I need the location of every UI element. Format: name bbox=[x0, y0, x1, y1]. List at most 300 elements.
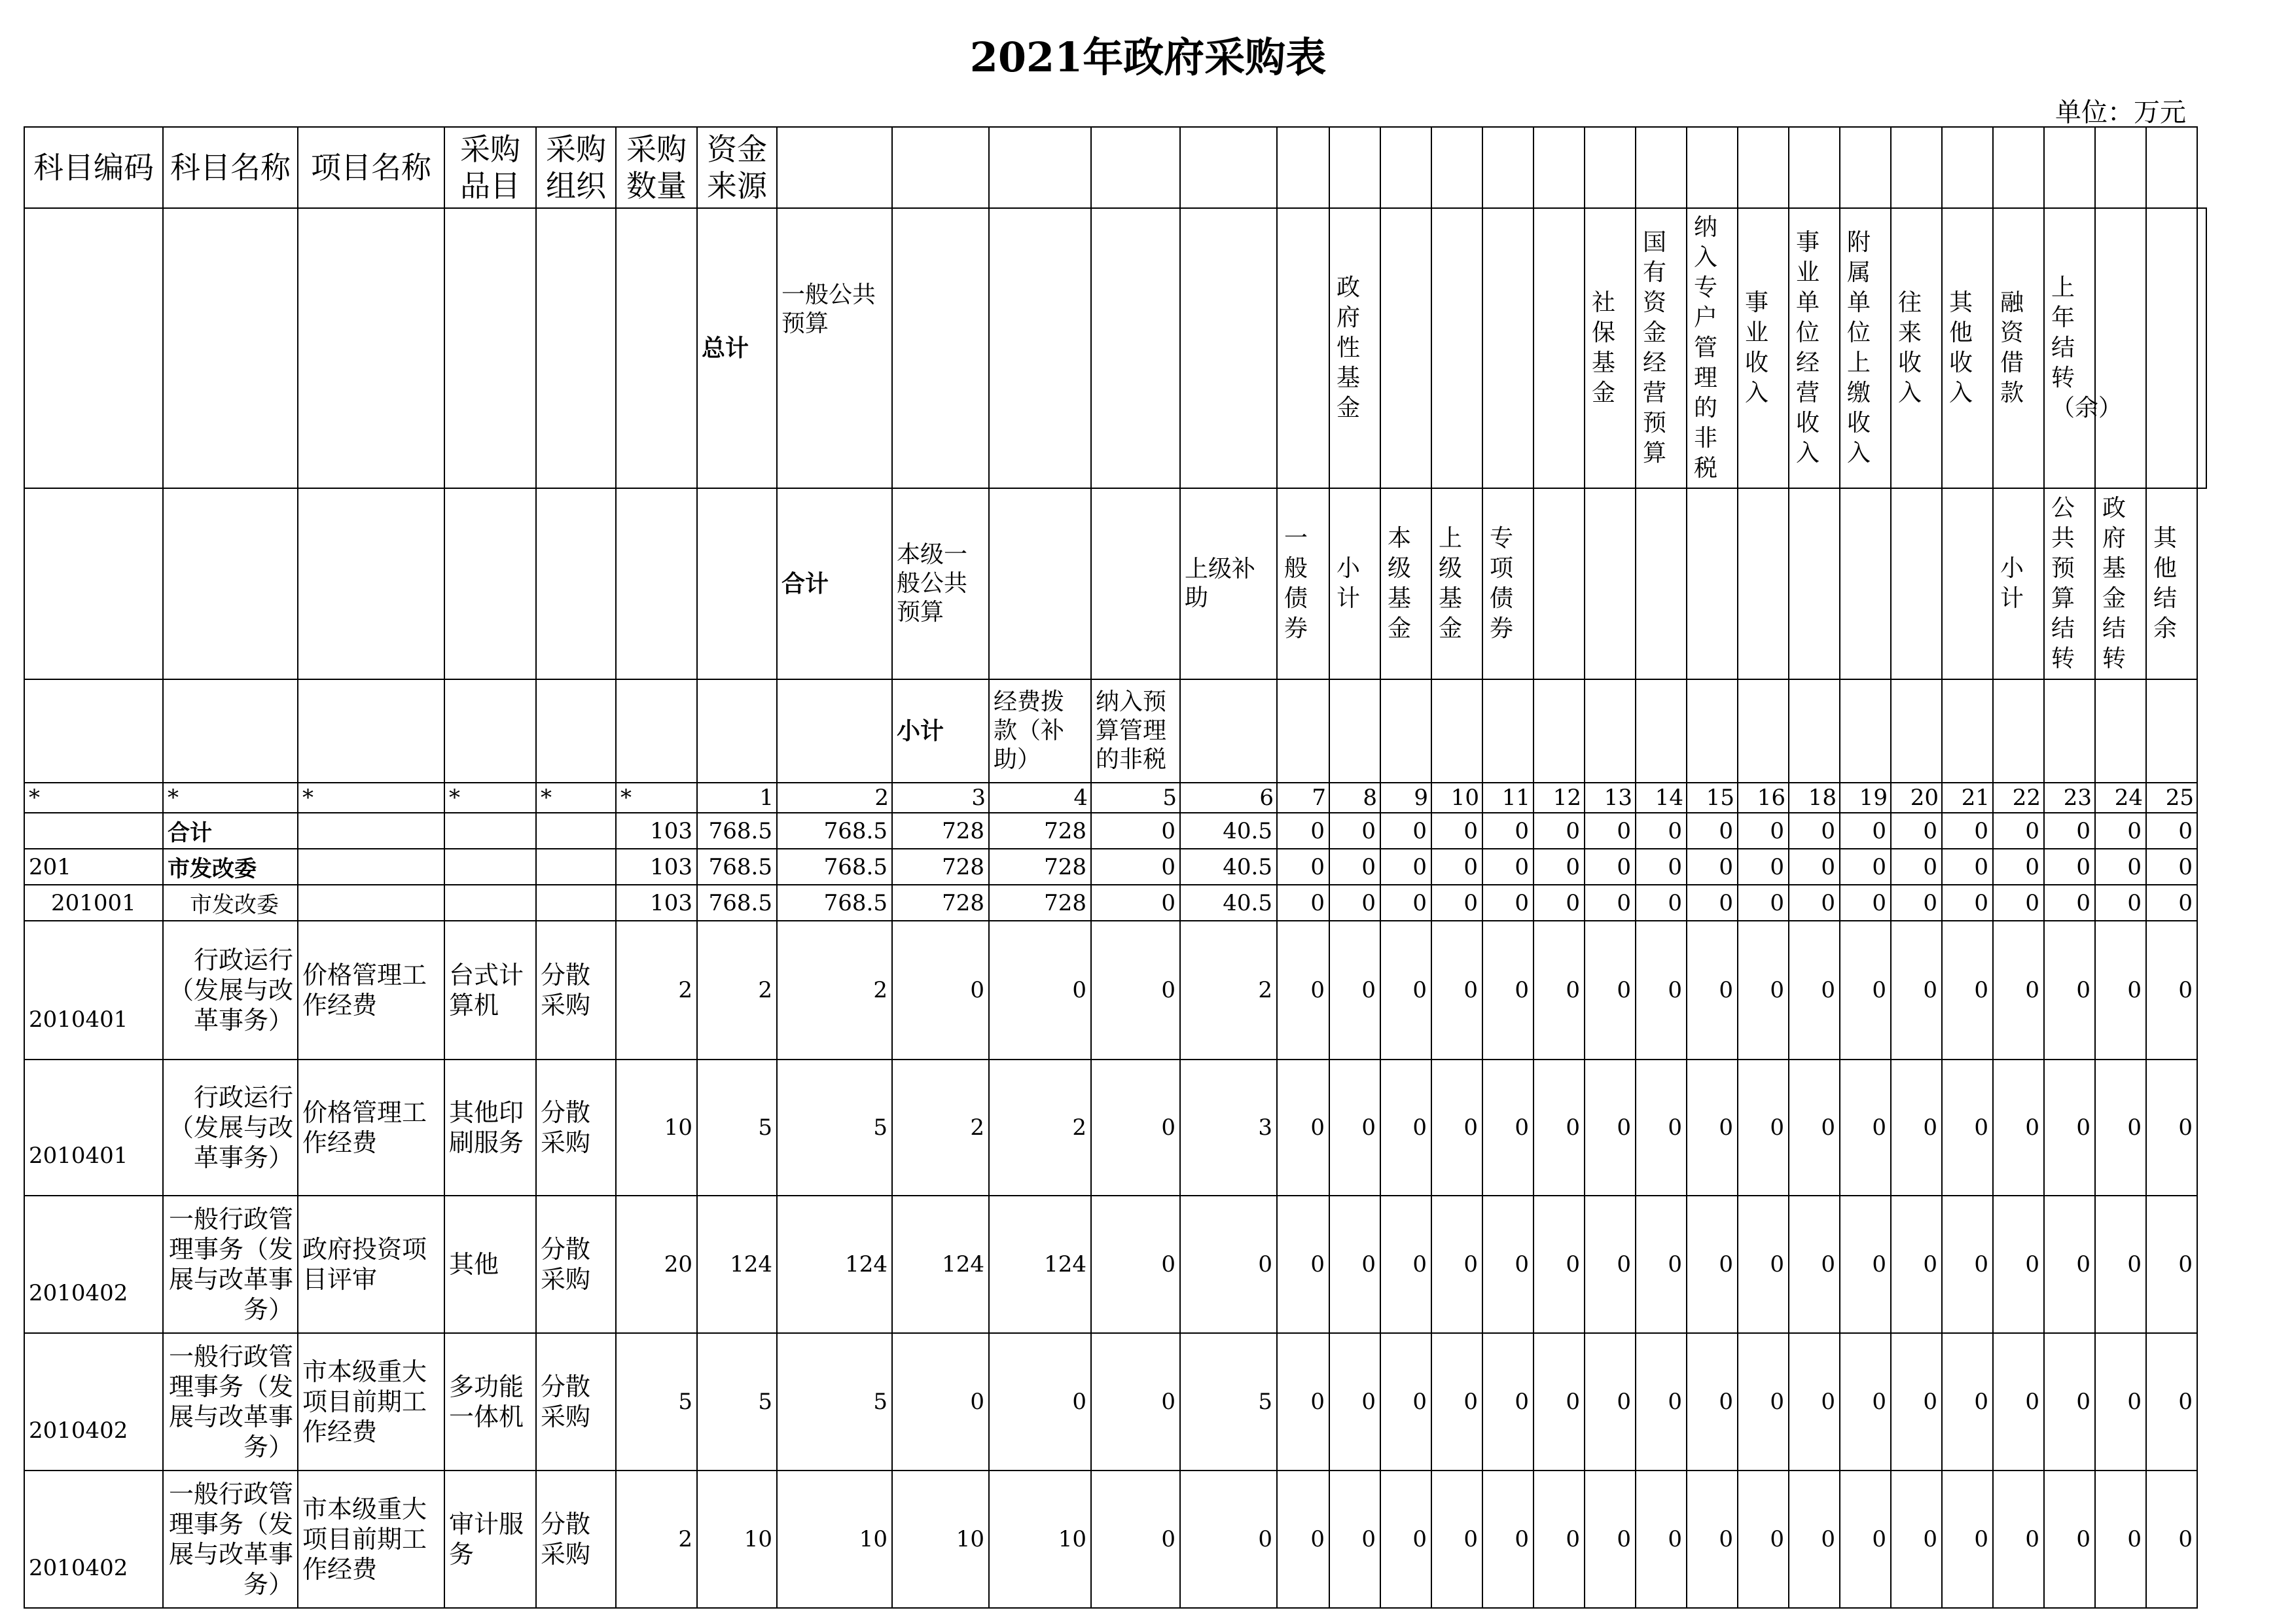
amount-cell: 0 bbox=[1789, 813, 1840, 849]
amount-cell: 0 bbox=[1687, 1196, 1738, 1333]
amount-cell: 10 bbox=[892, 1471, 989, 1608]
amount-cell: 0 bbox=[1942, 813, 1993, 849]
amount-cell: 2 bbox=[697, 921, 777, 1060]
amount-cell: 0 bbox=[1993, 1060, 2044, 1196]
header-total: 总计 bbox=[697, 208, 777, 488]
purchase-item-cell: 多功能一体机 bbox=[444, 1333, 536, 1471]
amount-cell: 0 bbox=[1789, 1333, 1840, 1471]
amount-cell: 0 bbox=[2146, 1333, 2197, 1471]
amount-cell: 0 bbox=[2095, 1471, 2146, 1608]
amount-cell: 0 bbox=[1891, 885, 1942, 921]
amount-cell: 0 bbox=[1789, 1471, 1840, 1608]
amount-cell: 728 bbox=[892, 885, 989, 921]
subject-name-cell: 市发改委 bbox=[163, 885, 298, 921]
index-cell: * bbox=[298, 783, 444, 813]
index-cell: 4 bbox=[989, 783, 1091, 813]
amount-cell: 0 bbox=[1942, 1333, 1993, 1471]
amount-cell: 0 bbox=[1942, 921, 1993, 1060]
amount-cell: 10 bbox=[777, 1471, 892, 1608]
header-general-budget: 一般公共预算 bbox=[777, 208, 892, 488]
index-cell: 14 bbox=[1636, 783, 1687, 813]
index-cell: 11 bbox=[1482, 783, 1534, 813]
amount-cell: 0 bbox=[1482, 849, 1534, 885]
amount-cell: 0 bbox=[1687, 1333, 1738, 1471]
purchase-org-cell: 分散采购 bbox=[536, 921, 616, 1060]
index-cell: 22 bbox=[1993, 783, 2044, 813]
purchase-item-cell bbox=[444, 885, 536, 921]
amount-cell: 0 bbox=[1431, 813, 1482, 849]
amount-cell: 2 bbox=[892, 1060, 989, 1196]
amount-cell: 0 bbox=[1993, 849, 2044, 885]
amount-cell: 0 bbox=[2095, 849, 2146, 885]
amount-cell: 0 bbox=[1687, 921, 1738, 1060]
project-name-cell bbox=[298, 813, 444, 849]
table-row bbox=[24, 1333, 2206, 1471]
amount-cell: 0 bbox=[1891, 1471, 1942, 1608]
amount-cell: 0 bbox=[1329, 1471, 1380, 1608]
amount-cell: 0 bbox=[2044, 921, 2095, 1060]
amount-cell: 0 bbox=[1840, 921, 1891, 1060]
index-row bbox=[24, 783, 2206, 813]
amount-cell: 0 bbox=[2146, 849, 2197, 885]
amount-cell: 0 bbox=[2044, 885, 2095, 921]
project-name-cell bbox=[298, 849, 444, 885]
amount-cell: 768.5 bbox=[697, 813, 777, 849]
subject-code-cell: 2010402 bbox=[24, 1196, 163, 1333]
amount-cell: 0 bbox=[1329, 921, 1380, 1060]
amount-cell: 40.5 bbox=[1180, 813, 1277, 849]
amount-cell: 0 bbox=[1942, 1196, 1993, 1333]
purchase-item-cell: 台式计算机 bbox=[444, 921, 536, 1060]
amount-cell: 0 bbox=[1891, 921, 1942, 1060]
header-lg-subtotal: 小计 bbox=[892, 679, 989, 783]
amount-cell: 728 bbox=[989, 885, 1091, 921]
header-social-fund: 社保基金 bbox=[1585, 208, 1636, 488]
header-subject-name: 科目名称 bbox=[163, 127, 298, 208]
amount-cell: 0 bbox=[1431, 885, 1482, 921]
header-loan: 融资借款 bbox=[1993, 208, 2044, 488]
index-cell: 1 bbox=[697, 783, 777, 813]
amount-cell: 0 bbox=[1329, 813, 1380, 849]
table-row bbox=[24, 1471, 2206, 1608]
amount-cell: 768.5 bbox=[777, 885, 892, 921]
amount-cell: 0 bbox=[1534, 1333, 1585, 1471]
subject-code-cell: 201 bbox=[24, 849, 163, 885]
amount-cell: 3 bbox=[1180, 1060, 1277, 1196]
amount-cell: 0 bbox=[1431, 849, 1482, 885]
amount-cell: 728 bbox=[892, 813, 989, 849]
amount-cell: 728 bbox=[892, 849, 989, 885]
header-gov-fund: 政府性基金 bbox=[1329, 208, 1380, 488]
amount-cell: 0 bbox=[1585, 885, 1636, 921]
index-cell: * bbox=[163, 783, 298, 813]
index-cell: 10 bbox=[1431, 783, 1482, 813]
table-row bbox=[24, 813, 2206, 849]
amount-cell: 0 bbox=[1585, 849, 1636, 885]
amount-cell: 0 bbox=[1687, 885, 1738, 921]
header-funding: 经费拨款（补助） bbox=[989, 679, 1091, 783]
index-cell: 13 bbox=[1585, 783, 1636, 813]
amount-cell: 768.5 bbox=[777, 813, 892, 849]
index-cell: * bbox=[24, 783, 163, 813]
index-cell: 6 bbox=[1180, 783, 1277, 813]
amount-cell: 0 bbox=[2044, 1471, 2095, 1608]
index-cell: 25 bbox=[2146, 783, 2197, 813]
amount-cell: 0 bbox=[2044, 813, 2095, 849]
subject-code-cell bbox=[24, 813, 163, 849]
amount-cell: 0 bbox=[1738, 1196, 1789, 1333]
purchase-org-cell: 分散采购 bbox=[536, 1196, 616, 1333]
amount-cell: 0 bbox=[1431, 921, 1482, 1060]
index-cell: 16 bbox=[1738, 783, 1789, 813]
page-title: 2021年政府采购表 bbox=[969, 33, 1327, 81]
amount-cell: 0 bbox=[1993, 813, 2044, 849]
table-row bbox=[24, 921, 2206, 1060]
amount-cell: 0 bbox=[1091, 1196, 1180, 1333]
amount-cell: 0 bbox=[1738, 921, 1789, 1060]
header-special-nontax: 纳入专户管理的非税 bbox=[1687, 208, 1738, 488]
amount-cell: 0 bbox=[2095, 885, 2146, 921]
purchase-item-cell: 审计服务 bbox=[444, 1471, 536, 1608]
amount-cell: 2 bbox=[1180, 921, 1277, 1060]
amount-cell: 0 bbox=[1585, 921, 1636, 1060]
amount-cell: 0 bbox=[1636, 1333, 1687, 1471]
header-transfer: 往来收入 bbox=[1891, 208, 1942, 488]
header-budget-nontax: 纳入预算管理的非税 bbox=[1091, 679, 1180, 783]
amount-cell: 0 bbox=[2095, 921, 2146, 1060]
amount-cell: 2 bbox=[777, 921, 892, 1060]
purchase-org-cell: 分散采购 bbox=[536, 1333, 616, 1471]
purchase-item-cell: 其他 bbox=[444, 1196, 536, 1333]
purchase-qty-cell: 103 bbox=[616, 849, 697, 885]
amount-cell: 0 bbox=[1738, 813, 1789, 849]
project-name-cell bbox=[298, 885, 444, 921]
subject-name-cell: 一般行政管理事务（发展与改革事务） bbox=[163, 1333, 298, 1471]
header-subject-code: 科目编码 bbox=[24, 127, 163, 208]
amount-cell: 0 bbox=[1891, 1333, 1942, 1471]
purchase-org-cell: 分散采购 bbox=[536, 1471, 616, 1608]
amount-cell: 0 bbox=[1687, 1471, 1738, 1608]
header-public-carry: 公共预算结转 bbox=[2044, 488, 2095, 679]
header-upper-subsidy: 上级补助 bbox=[1180, 488, 1277, 679]
index-cell: 21 bbox=[1942, 783, 1993, 813]
index-cell: * bbox=[444, 783, 536, 813]
amount-cell: 0 bbox=[1636, 813, 1687, 849]
amount-cell: 0 bbox=[2095, 1333, 2146, 1471]
unit-label: 单位：万元 bbox=[2055, 98, 2186, 128]
amount-cell: 0 bbox=[1380, 1333, 1431, 1471]
amount-cell: 0 bbox=[1993, 885, 2044, 921]
amount-cell: 0 bbox=[1431, 1333, 1482, 1471]
subject-code-cell: 2010402 bbox=[24, 1471, 163, 1608]
amount-cell: 124 bbox=[989, 1196, 1091, 1333]
amount-cell: 10 bbox=[989, 1471, 1091, 1608]
amount-cell: 0 bbox=[1891, 1060, 1942, 1196]
amount-cell: 0 bbox=[1091, 885, 1180, 921]
purchase-org-cell bbox=[536, 849, 616, 885]
amount-cell: 0 bbox=[2146, 1471, 2197, 1608]
subject-code-cell: 2010402 bbox=[24, 1333, 163, 1471]
header-special-bond: 专项债券 bbox=[1482, 488, 1534, 679]
amount-cell: 0 bbox=[1738, 1471, 1789, 1608]
amount-cell: 0 bbox=[1277, 1196, 1329, 1333]
subject-name-cell: 行政运行（发展与改革事务） bbox=[163, 921, 298, 1060]
amount-cell: 0 bbox=[1482, 921, 1534, 1060]
procurement-table bbox=[24, 126, 2207, 1609]
header-upper-fund: 上级基金 bbox=[1431, 488, 1482, 679]
amount-cell: 0 bbox=[1482, 885, 1534, 921]
index-cell: 12 bbox=[1534, 783, 1585, 813]
amount-cell: 0 bbox=[1789, 1196, 1840, 1333]
amount-cell: 0 bbox=[1380, 1196, 1431, 1333]
amount-cell: 0 bbox=[1380, 1060, 1431, 1196]
header-gf-subtotal: 小计 bbox=[1329, 488, 1380, 679]
amount-cell: 0 bbox=[1636, 1060, 1687, 1196]
amount-cell: 768.5 bbox=[777, 849, 892, 885]
amount-cell: 0 bbox=[1180, 1471, 1277, 1608]
amount-cell: 0 bbox=[1277, 885, 1329, 921]
amount-cell: 0 bbox=[1277, 1060, 1329, 1196]
amount-cell: 0 bbox=[1091, 849, 1180, 885]
amount-cell: 0 bbox=[2095, 1196, 2146, 1333]
table-row bbox=[24, 1196, 2206, 1333]
index-cell: 8 bbox=[1329, 783, 1380, 813]
amount-cell: 124 bbox=[697, 1196, 777, 1333]
header-local-fund: 本级基金 bbox=[1380, 488, 1431, 679]
header-row-1 bbox=[24, 127, 2206, 208]
project-name-cell: 市本级重大项目前期工作经费 bbox=[298, 1333, 444, 1471]
amount-cell: 0 bbox=[1789, 1060, 1840, 1196]
amount-cell: 0 bbox=[1636, 921, 1687, 1060]
amount-cell: 0 bbox=[1840, 1196, 1891, 1333]
amount-cell: 0 bbox=[1380, 1471, 1431, 1608]
purchase-org-cell bbox=[536, 813, 616, 849]
amount-cell: 0 bbox=[1277, 813, 1329, 849]
project-name-cell: 价格管理工作经费 bbox=[298, 1060, 444, 1196]
amount-cell: 0 bbox=[1091, 1471, 1180, 1608]
amount-cell: 0 bbox=[989, 921, 1091, 1060]
amount-cell: 5 bbox=[1180, 1333, 1277, 1471]
header-other-carry: 其他结余 bbox=[2146, 488, 2197, 679]
amount-cell: 0 bbox=[2095, 1060, 2146, 1196]
amount-cell: 0 bbox=[1840, 885, 1891, 921]
amount-cell: 0 bbox=[1482, 1196, 1534, 1333]
amount-cell: 0 bbox=[1738, 849, 1789, 885]
amount-cell: 728 bbox=[989, 813, 1091, 849]
amount-cell: 40.5 bbox=[1180, 885, 1277, 921]
header-local-general: 本级一般公共预算 bbox=[892, 488, 989, 679]
amount-cell: 0 bbox=[1585, 1471, 1636, 1608]
header-state-capital: 国有资金经营预算 bbox=[1636, 208, 1687, 488]
project-name-cell: 价格管理工作经费 bbox=[298, 921, 444, 1060]
amount-cell: 0 bbox=[2146, 1060, 2197, 1196]
header-general-bond: 一般债券 bbox=[1277, 488, 1329, 679]
amount-cell: 768.5 bbox=[697, 885, 777, 921]
amount-cell: 0 bbox=[1585, 1196, 1636, 1333]
purchase-qty-cell: 103 bbox=[616, 813, 697, 849]
amount-cell: 0 bbox=[1534, 1471, 1585, 1608]
purchase-qty-cell: 103 bbox=[616, 885, 697, 921]
purchase-qty-cell: 2 bbox=[616, 1471, 697, 1608]
amount-cell: 0 bbox=[1431, 1471, 1482, 1608]
amount-cell: 0 bbox=[1277, 1333, 1329, 1471]
table-row bbox=[24, 885, 2206, 921]
amount-cell: 0 bbox=[1993, 1196, 2044, 1333]
amount-cell: 0 bbox=[1091, 1333, 1180, 1471]
amount-cell: 0 bbox=[1687, 1060, 1738, 1196]
amount-cell: 0 bbox=[2146, 885, 2197, 921]
amount-cell: 0 bbox=[1789, 921, 1840, 1060]
amount-cell: 0 bbox=[1534, 849, 1585, 885]
amount-cell: 0 bbox=[2044, 849, 2095, 885]
amount-cell: 2 bbox=[989, 1060, 1091, 1196]
amount-cell: 0 bbox=[1993, 1471, 2044, 1608]
amount-cell: 0 bbox=[1636, 1471, 1687, 1608]
index-cell: * bbox=[616, 783, 697, 813]
index-cell: 3 bbox=[892, 783, 989, 813]
purchase-qty-cell: 2 bbox=[616, 921, 697, 1060]
index-cell: 7 bbox=[1277, 783, 1329, 813]
subject-name-cell: 合计 bbox=[163, 813, 298, 849]
amount-cell: 0 bbox=[1636, 885, 1687, 921]
amount-cell: 0 bbox=[2146, 813, 2197, 849]
amount-cell: 0 bbox=[1380, 813, 1431, 849]
amount-cell: 0 bbox=[2044, 1196, 2095, 1333]
amount-cell: 124 bbox=[892, 1196, 989, 1333]
amount-cell: 0 bbox=[1687, 813, 1738, 849]
amount-cell: 0 bbox=[1329, 849, 1380, 885]
header-purchase-qty: 采购数量 bbox=[616, 127, 697, 208]
header-other-income: 其他收入 bbox=[1942, 208, 1993, 488]
amount-cell: 728 bbox=[989, 849, 1091, 885]
amount-cell: 0 bbox=[2095, 813, 2146, 849]
index-cell: 9 bbox=[1380, 783, 1431, 813]
amount-cell: 0 bbox=[1482, 1060, 1534, 1196]
subject-code-cell: 2010401 bbox=[24, 1060, 163, 1196]
header-row-3 bbox=[24, 488, 2206, 679]
project-name-cell: 政府投资项目评审 bbox=[298, 1196, 444, 1333]
header-fund-source: 资金来源 bbox=[697, 127, 777, 208]
amount-cell: 0 bbox=[1942, 1471, 1993, 1608]
amount-cell: 0 bbox=[1789, 885, 1840, 921]
subject-name-cell: 一般行政管理事务（发展与改革事务） bbox=[163, 1196, 298, 1333]
amount-cell: 0 bbox=[2044, 1333, 2095, 1471]
amount-cell: 0 bbox=[1482, 813, 1534, 849]
amount-cell: 40.5 bbox=[1180, 849, 1277, 885]
amount-cell: 5 bbox=[697, 1060, 777, 1196]
amount-cell: 5 bbox=[777, 1333, 892, 1471]
amount-cell: 0 bbox=[1380, 921, 1431, 1060]
amount-cell: 0 bbox=[1891, 813, 1942, 849]
amount-cell: 0 bbox=[1738, 1060, 1789, 1196]
amount-cell: 0 bbox=[1277, 921, 1329, 1060]
purchase-qty-cell: 10 bbox=[616, 1060, 697, 1196]
index-cell: 24 bbox=[2095, 783, 2146, 813]
header-purchase-item: 采购品目 bbox=[444, 127, 536, 208]
subject-name-cell: 一般行政管理事务（发展与改革事务） bbox=[163, 1471, 298, 1608]
amount-cell: 0 bbox=[1380, 885, 1431, 921]
amount-cell: 124 bbox=[777, 1196, 892, 1333]
amount-cell: 0 bbox=[2146, 1196, 2197, 1333]
purchase-item-cell bbox=[444, 849, 536, 885]
amount-cell: 0 bbox=[1534, 1060, 1585, 1196]
header-carryover: 上年结转（余） bbox=[2044, 208, 2095, 488]
amount-cell: 0 bbox=[1431, 1060, 1482, 1196]
project-name-cell: 市本级重大项目前期工作经费 bbox=[298, 1471, 444, 1608]
amount-cell: 5 bbox=[777, 1060, 892, 1196]
subject-code-cell: 2010401 bbox=[24, 921, 163, 1060]
amount-cell: 5 bbox=[697, 1333, 777, 1471]
amount-cell: 0 bbox=[1329, 1196, 1380, 1333]
amount-cell: 0 bbox=[1636, 1196, 1687, 1333]
amount-cell: 10 bbox=[697, 1471, 777, 1608]
amount-cell: 0 bbox=[1840, 1060, 1891, 1196]
amount-cell: 768.5 bbox=[697, 849, 777, 885]
amount-cell: 0 bbox=[1277, 1471, 1329, 1608]
purchase-item-cell: 其他印刷服务 bbox=[444, 1060, 536, 1196]
amount-cell: 0 bbox=[1789, 849, 1840, 885]
amount-cell: 0 bbox=[1329, 1333, 1380, 1471]
amount-cell: 0 bbox=[1091, 1060, 1180, 1196]
table-row bbox=[24, 1060, 2206, 1196]
purchase-item-cell bbox=[444, 813, 536, 849]
amount-cell: 0 bbox=[1482, 1333, 1534, 1471]
subject-name-cell: 市发改委 bbox=[163, 849, 298, 885]
amount-cell: 0 bbox=[1091, 921, 1180, 1060]
amount-cell: 0 bbox=[989, 1333, 1091, 1471]
amount-cell: 0 bbox=[1091, 813, 1180, 849]
amount-cell: 0 bbox=[1942, 1060, 1993, 1196]
header-unit-operating: 事业单位经营收入 bbox=[1789, 208, 1840, 488]
index-cell: 23 bbox=[2044, 783, 2095, 813]
amount-cell: 0 bbox=[1534, 885, 1585, 921]
purchase-qty-cell: 5 bbox=[616, 1333, 697, 1471]
header-row-4 bbox=[24, 679, 2206, 783]
amount-cell: 0 bbox=[892, 1333, 989, 1471]
amount-cell: 0 bbox=[1431, 1196, 1482, 1333]
amount-cell: 0 bbox=[1738, 885, 1789, 921]
amount-cell: 0 bbox=[892, 921, 989, 1060]
subject-name-cell: 行政运行（发展与改革事务） bbox=[163, 1060, 298, 1196]
amount-cell: 0 bbox=[1942, 849, 1993, 885]
amount-cell: 0 bbox=[1482, 1471, 1534, 1608]
amount-cell: 0 bbox=[1840, 849, 1891, 885]
subject-code-cell: 201001 bbox=[24, 885, 163, 921]
amount-cell: 0 bbox=[1329, 885, 1380, 921]
index-cell: 19 bbox=[1840, 783, 1891, 813]
amount-cell: 0 bbox=[2044, 1060, 2095, 1196]
amount-cell: 0 bbox=[1585, 813, 1636, 849]
index-cell: 20 bbox=[1891, 783, 1942, 813]
purchase-qty-cell: 20 bbox=[616, 1196, 697, 1333]
amount-cell: 0 bbox=[1993, 921, 2044, 1060]
amount-cell: 0 bbox=[1277, 849, 1329, 885]
amount-cell: 0 bbox=[1636, 849, 1687, 885]
amount-cell: 0 bbox=[1942, 885, 1993, 921]
purchase-org-cell bbox=[536, 885, 616, 921]
header-gb-subtotal: 合计 bbox=[777, 488, 892, 679]
amount-cell: 0 bbox=[1380, 849, 1431, 885]
amount-cell: 0 bbox=[1738, 1333, 1789, 1471]
index-cell: 5 bbox=[1091, 783, 1180, 813]
header-project-name: 项目名称 bbox=[298, 127, 444, 208]
header-row-2 bbox=[24, 208, 2206, 488]
amount-cell: 0 bbox=[1585, 1333, 1636, 1471]
amount-cell: 0 bbox=[1534, 1196, 1585, 1333]
table-row bbox=[24, 849, 2206, 885]
amount-cell: 0 bbox=[1687, 849, 1738, 885]
header-fund-carry: 政府基金结转 bbox=[2095, 488, 2146, 679]
